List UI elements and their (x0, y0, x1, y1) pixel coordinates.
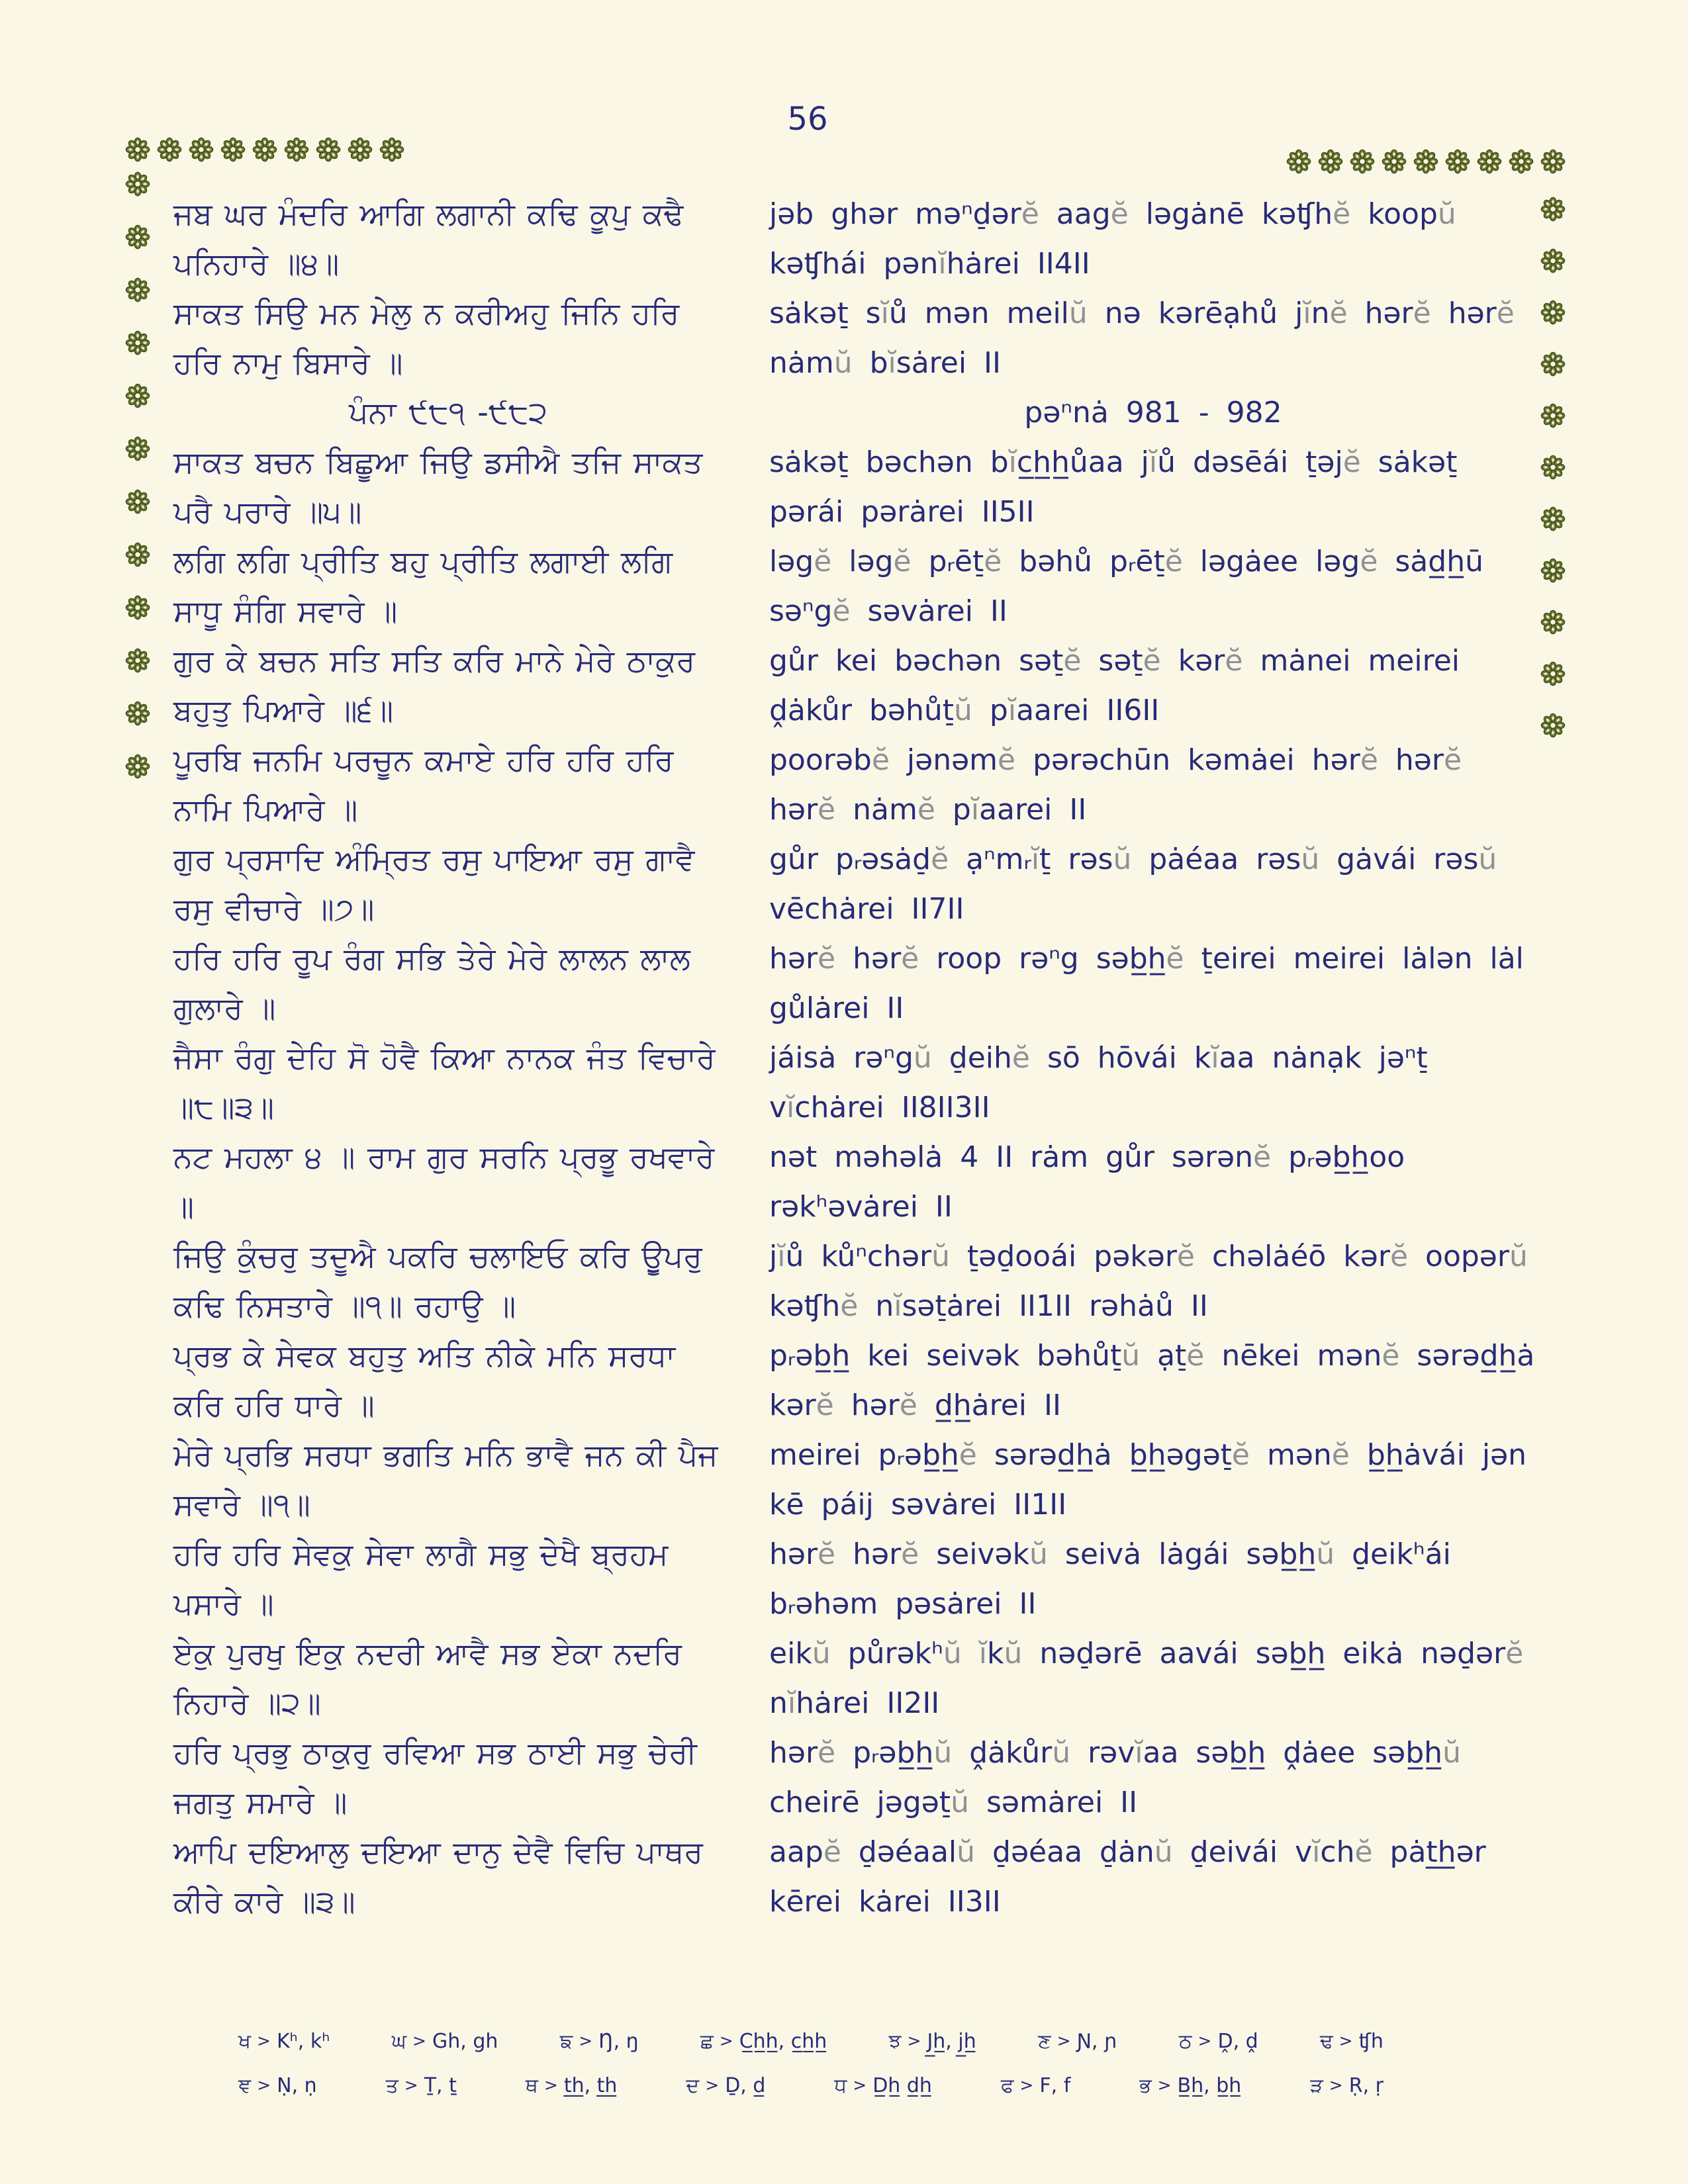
short-vowel: ŭ (1437, 197, 1456, 231)
key-gurmukhi-letter: ਝ (888, 2030, 902, 2053)
verse-row (173, 1827, 1544, 1927)
roman-transliteration: hərĕ pᵣəb̲h̲ŭ ḓȧkůrŭ rəvĭaa səb̲h̲ ḓȧee səb̲h̲ŭ cheirē jəgət̠ŭ səmȧrei II (769, 1736, 1461, 1819)
key-roman-value: F, f (1039, 2074, 1071, 2097)
short-vowel: ĕ (1166, 942, 1184, 976)
flower-icon (124, 594, 151, 621)
short-vowel: ŭ (933, 1736, 953, 1770)
short-vowel: ŭ (1154, 1835, 1173, 1869)
short-vowel: ĭ (894, 1289, 902, 1323)
flower-icon (124, 647, 151, 674)
flower-icon (124, 277, 151, 303)
roman-transliteration: pᵣəb̲h̲ kei seivək bəhůt̠ŭ ạt̠ĕ nēkei mənĕ sərəd̲h̲ȧ kərĕ hərĕ d̲h̲ȧrei II (769, 1339, 1535, 1422)
short-vowel: ĭ (938, 247, 947, 281)
short-vowel: ĭ (1031, 842, 1040, 876)
short-vowel: ŭ (812, 1637, 831, 1670)
verse-row (173, 1331, 1544, 1430)
gurmukhi-text: ਲਗਿ ਲਗਿ ਪ੍ਰੀਤਿ ਬਹੁ ਪ੍ਰੀਤਿ ਲਗਾਈ ਲਗਿ ਸਾਧੂ ਸੰਗਿ ਸਵਾਰੇ ॥ (173, 543, 673, 629)
key-gurmukhi-letter: ਞ (238, 2074, 252, 2097)
short-vowel: ĕ (823, 1835, 841, 1869)
key-gurmukhi-letter: ਭ (1139, 2074, 1152, 2097)
key-entry (238, 2064, 317, 2109)
verse-row (173, 636, 1544, 735)
short-vowel: ĕ (893, 545, 912, 578)
key-arrow: > (1056, 2031, 1071, 2050)
key-roman-value: J̲h̲, j̲h̲ (927, 2030, 976, 2053)
short-vowel: ĕ (1505, 1637, 1524, 1670)
flower-icon (1540, 557, 1566, 584)
short-vowel: ĕ (1231, 1438, 1250, 1472)
short-vowel: ĕ (1063, 644, 1082, 678)
key-arrow: > (412, 2031, 426, 2050)
roman-transliteration: ləgĕ ləgĕ pᵣēt̠ĕ bəhů pᵣēt̠ĕ ləgȧee ləgĕ sȧd̲h̲ū səⁿgĕ səvȧrei II (769, 545, 1483, 628)
short-vowel: ĕ (818, 942, 836, 976)
key-gurmukhi-letter: ਧ (834, 2074, 847, 2097)
key-entry (1001, 2064, 1070, 2109)
short-vowel: ĕ (1110, 197, 1129, 231)
flower-icon (124, 700, 151, 727)
short-vowel: ĕ (1389, 1240, 1409, 1273)
gurmukhi-text: ਜੈਸਾ ਰੰਗੁ ਦੇਹਿ ਸੋ ਹੋਵੈ ਕਿਆ ਨਾਨਕ ਜੰਤ ਵਿਚਾਰੇ ॥੮॥੩॥ (173, 1040, 716, 1125)
gurmukhi-text: ਹਰਿ ਹਰਿ ਰੂਪ ਰੰਗ ਸਭਿ ਤੇਰੇ ਮੇਰੇ ਲਾਲਨ ਲਾਲ ਗੁਲਾਰੇ ॥ (173, 940, 690, 1026)
short-vowel: ŭ (1029, 1537, 1048, 1571)
key-entry (889, 2020, 976, 2064)
key-entry (834, 2064, 932, 2109)
key-arrow: > (719, 2031, 733, 2050)
roman-transliteration: hərĕ hərĕ seivəkŭ seivȧ lȧgái səb̲h̲ŭ d̠eikʰái bᵣəhəm pəsȧrei II (769, 1537, 1451, 1621)
short-vowel: ĕ (1253, 1140, 1272, 1174)
key-gurmukhi-letter: ਠ (1178, 2030, 1192, 2053)
short-vowel: ĕ (832, 594, 851, 628)
short-vowel: ĕ (1176, 1240, 1195, 1273)
roman-transliteration: gůr kei bəchən sət̠ĕ sət̠ĕ kərĕ mȧnei meirei ḓȧkůr bəhůt̠ŭ pĭaarei II6II (769, 644, 1460, 727)
short-vowel: ĕ (1342, 445, 1361, 479)
key-arrow: > (257, 2075, 271, 2095)
short-vowel: ŭ (1509, 1240, 1528, 1273)
flower-icon (124, 488, 151, 515)
key-roman-value: Ḓ, ḓ (1217, 2030, 1258, 2053)
key-gurmukhi-letter: ਥ (525, 2074, 538, 2097)
short-vowel: ĭ (786, 1091, 795, 1124)
key-roman-value: Ṯ, ṯ (424, 2074, 457, 2097)
key-entry (1038, 2020, 1117, 2064)
key-gurmukhi-letter: ਫ (1000, 2074, 1014, 2097)
flower-icon (1381, 148, 1407, 175)
gurmukhi-text: ਪੂਰਬਿ ਜਨਮਿ ਪਰਚੂਨ ਕਮਾਏ ਹਰਿ ਹਰਿ ਹਰਿ ਨਾਮਿ ਪਿਆਰੇ ॥ (173, 742, 674, 827)
pronunciation-key-row (238, 2020, 1383, 2064)
flower-icon (1413, 148, 1439, 175)
short-vowel: ŭ (1478, 842, 1497, 876)
pronunciation-key-row (238, 2064, 1383, 2109)
gurmukhi-text: ਆਪਿ ਦਇਆਲੁ ਦਇਆ ਦਾਨੁ ਦੇਵੈ ਵਿਚਿ ਪਾਥਰ ਕੀਰੇ ਕਾਰੇ ॥੩॥ (173, 1834, 703, 1919)
flower-icon (156, 136, 183, 163)
short-vowel: ĭ (787, 1686, 796, 1720)
flower-icon (188, 136, 214, 163)
flower-icon (124, 171, 151, 197)
flower-icon (124, 435, 151, 462)
short-vowel: ĕ (814, 545, 832, 578)
roman-transliteration: sȧkət̠ sĭů mən meilŭ nə kərēạhů jĭnĕ hərĕ hərĕ nȧmŭ bĭsȧrei II (769, 296, 1515, 380)
key-arrow: > (705, 2075, 720, 2095)
key-arrow: > (579, 2031, 593, 2050)
verse-row (173, 934, 1544, 1033)
flower-icon (315, 136, 342, 163)
short-vowel: ĕ (818, 1537, 836, 1571)
roman-transliteration: poorəbĕ jənəmĕ pərəchūn kəmȧei hərĕ hərĕ hərĕ nȧmĕ pĭaarei II (769, 743, 1462, 827)
flower-icon (1540, 148, 1566, 175)
flower-icon (347, 136, 373, 163)
short-vowel: ŭ (1052, 1736, 1071, 1770)
short-vowel: ĕ (1496, 296, 1515, 330)
flower-icon (1540, 454, 1566, 480)
key-arrow: > (1329, 2075, 1343, 2095)
key-roman-value: t̲h̲, t̲h̲ (563, 2074, 618, 2097)
key-entry (560, 2020, 639, 2064)
short-vowel: ĭ (1135, 1736, 1143, 1770)
key-arrow: > (404, 2075, 418, 2095)
key-arrow: > (853, 2075, 867, 2095)
flower-icon (1349, 148, 1376, 175)
roman-transliteration: aapĕ d̠əéaalŭ d̠əéaa d̠ȧnŭ d̠eivái vĭchĕ pȧt̲h̲ər kērei kȧrei II3II (769, 1835, 1486, 1919)
key-roman-value: ʧh (1358, 2030, 1383, 2053)
key-gurmukhi-letter: ਢ (1320, 2030, 1333, 2053)
short-vowel: ŭ (1068, 296, 1088, 330)
short-vowel: ĭ (1211, 1041, 1219, 1075)
flower-icon (1540, 351, 1566, 377)
flower-icon (1540, 196, 1566, 222)
flower-icon (1286, 148, 1312, 175)
verse-row (173, 537, 1544, 636)
short-vowel: ĕ (840, 1289, 859, 1323)
short-vowel: ŭ (1113, 842, 1132, 876)
short-vowel: ĭ (888, 346, 896, 380)
short-vowel: ĭ (1149, 445, 1158, 479)
key-entry (526, 2064, 618, 2109)
flower-icon (124, 541, 151, 568)
verse-row (173, 735, 1544, 835)
scripture-table (173, 189, 1544, 1927)
short-vowel: ĕ (1329, 296, 1348, 330)
short-vowel: ĕ (1164, 545, 1183, 578)
gurmukhi-text: ਜਿਉ ਕੁੰਚਰੁ ਤਦੂਐ ਪਕਰਿ ਚਲਾਇਓ ਕਰਿ ਉੂਪਰੁ ਕਢਿ ਨਿਸਤਾਰੇ ॥੧॥ ਰਹਾਉ ॥ (173, 1238, 702, 1324)
short-vowel: ĕ (816, 1388, 834, 1422)
short-vowel: ĕ (1382, 1339, 1400, 1373)
key-roman-value: Ḏ, d̲ (725, 2074, 766, 2097)
short-vowel: ĕ (1225, 644, 1243, 678)
gurmukhi-text: ਮੇਰੇ ਪ੍ਰਭਿ ਸਰਧਾ ਭਗਤਿ ਮਨਿ ਭਾਵੈ ਜਨ ਕੀ ਪੈਜ ਸਵਾਰੇ ॥੧॥ (173, 1437, 718, 1522)
key-gurmukhi-letter: ਙ (559, 2030, 573, 2053)
flower-icon (1476, 148, 1503, 175)
key-entry (1320, 2020, 1383, 2064)
short-vowel: ŭ (1442, 1736, 1461, 1770)
key-arrow: > (1197, 2031, 1212, 2050)
short-vowel: ĭ (970, 793, 980, 827)
short-vowel: ŭ (957, 1835, 976, 1869)
page-number: 56 (787, 101, 828, 138)
roman-transliteration: gůr pᵣəsȧd̠ĕ ạⁿmᵣĭt̠ rəsŭ pȧéaa rəsŭ gȧvái rəsŭ vēchȧrei II7II (769, 842, 1497, 926)
key-arrow: > (1338, 2031, 1353, 2050)
flower-icon (1508, 148, 1534, 175)
short-vowel: ŭ (833, 346, 853, 380)
key-gurmukhi-letter: ਘ (391, 2030, 407, 2053)
flower-icon (1444, 148, 1471, 175)
verse-row (173, 1629, 1544, 1728)
key-roman-value: C̲h̲h̲, c̲h̲h̲ (739, 2030, 827, 2053)
key-entry (392, 2020, 498, 2064)
short-vowel: ĭ (1312, 1835, 1321, 1869)
verse-row (173, 1033, 1544, 1132)
verse-row (173, 437, 1544, 537)
key-roman-value: Ŋ, ŋ (598, 2030, 639, 2053)
roman-transliteration: eikŭ půrəkʰŭ ĭkŭ nəd̠ərē aavái səb̲h̲ eikȧ nəd̠ərĕ nĭhȧrei II2II (769, 1637, 1524, 1720)
key-gurmukhi-letter: ੜ (1310, 2074, 1323, 2097)
short-vowel: ĕ (1021, 197, 1039, 231)
key-roman-value: Ṇ, ṇ (277, 2074, 317, 2097)
short-vowel: ĕ (1443, 743, 1462, 777)
short-vowel: ĕ (818, 1736, 836, 1770)
short-vowel: ŭ (951, 1786, 969, 1819)
flower-icon (124, 383, 151, 409)
key-arrow: > (257, 2031, 271, 2050)
verse-row (173, 189, 1544, 289)
verse-row (173, 1232, 1544, 1331)
roman-transliteration: sȧkət̠ bəchən bĭc̲h̲h̲ůaa jĭů dəsēái t̠əjĕ sȧkət̠ pərái pərȧrei II5II (769, 445, 1458, 529)
flower-icon (1540, 299, 1566, 326)
key-entry (238, 2020, 330, 2064)
short-vowel: ĕ (1354, 1835, 1373, 1869)
key-entry (1179, 2020, 1258, 2064)
gurmukhi-text: ਗੁਰ ਪ੍ਰਸਾਦਿ ਅੰਮ੍ਰਿਤ ਰਸੁ ਪਾਇਆ ਰਸੁ ਗਾਵੈ ਰਸੁ ਵੀਚਾਰੇ ॥੭॥ (173, 841, 695, 927)
short-vowel: ĕ (1186, 1339, 1205, 1373)
short-vowel: ŭ (1316, 1537, 1335, 1571)
short-vowel: ĕ (984, 545, 1002, 578)
short-vowel: ĕ (998, 743, 1016, 777)
roman-transliteration: nət məhəlȧ 4 II rȧm gůr sərənĕ pᵣəb̲h̲oo rəkʰəvȧrei II (769, 1140, 1405, 1224)
key-roman-value: Kʰ, kʰ (276, 2030, 330, 2053)
short-vowel: ĕ (901, 942, 919, 976)
short-vowel: ĭ (777, 1240, 786, 1273)
gurmukhi-text: ਨਟ ਮਹਲਾ ੪ ॥ ਰਾਮ ਗੁਰ ਸਰਨਿ ਪ੍ਰਭੂ ਰਖਵਾਰੇ ॥ (173, 1139, 715, 1224)
verse-row (173, 835, 1544, 934)
key-arrow: > (907, 2031, 921, 2050)
key-arrow: > (1019, 2075, 1034, 2095)
short-vowel: ŭ (931, 1240, 951, 1273)
short-vowel: ĭ (1008, 445, 1017, 479)
short-vowel: ĕ (1360, 545, 1378, 578)
key-entry (700, 2020, 827, 2064)
short-vowel: ĕ (1360, 743, 1378, 777)
key-roman-value: Gh, gh (432, 2030, 498, 2053)
short-vowel: ĕ (1011, 1041, 1030, 1075)
key-roman-value: D̲h̲ d̲h̲ (872, 2074, 932, 2097)
flower-icon (124, 330, 151, 356)
flower-icon (1540, 609, 1566, 635)
gurmukhi-text: ਗੁਰ ਕੇ ਬਚਨ ਸਤਿ ਸਤਿ ਕਰਿ ਮਾਨੇ ਮੇਰੇ ਠਾਕੁਰ ਬਹੁਤੁ ਪਿਆਰੇ ॥੬॥ (173, 643, 696, 728)
short-vowel: ĕ (959, 1438, 977, 1472)
roman-transliteration: jáisȧ rəⁿgŭ d̠eihĕ sō hōvái kĭaa nȧnạk jəⁿt̠ vĭchȧrei II8II3II (769, 1041, 1428, 1124)
verse-row (173, 1132, 1544, 1232)
roman-transliteration: jĭů kůⁿchərŭ t̠əd̠ooái pəkərĕ chəlȧéō kərĕ oopərŭ kəʧhĕ nĭsət̠ȧrei II1II rəhȧů II (769, 1240, 1528, 1323)
key-entry (386, 2064, 457, 2109)
gurmukhi-text: ਜਬ ਘਰ ਮੰਦਰਿ ਆਗਿ ਲਗਾਨੀ ਕਢਿ ਕੂਪੁ ਕਢੈ ਪਨਿਹਾਰੇ ॥੪॥ (173, 196, 684, 281)
short-vowel: ĕ (1143, 644, 1161, 678)
short-vowel: ŭ (1301, 842, 1320, 876)
short-vowel: ŭ (1004, 1637, 1023, 1670)
flower-icon (124, 224, 151, 250)
verse-row (173, 1430, 1544, 1529)
verse-row (173, 1728, 1544, 1827)
flower-icon (220, 136, 246, 163)
roman-transliteration: jəb ghər məⁿd̠ərĕ aagĕ ləgȧnē kəʧhĕ koopŭ kəʧhái pənĭhȧrei II4II (769, 197, 1456, 281)
key-arrow: > (543, 2075, 558, 2095)
short-vowel: ĕ (899, 1388, 917, 1422)
flower-icon (379, 136, 405, 163)
key-gurmukhi-letter: ਣ (1038, 2030, 1051, 2053)
key-gurmukhi-letter: ਖ (238, 2030, 252, 2053)
key-entry (686, 2064, 765, 2109)
pronunciation-key (238, 2020, 1383, 2109)
gurmukhi-text: ਸਾਕਤ ਸਿਉ ਮਨ ਮੇਲੁ ਨ ਕਰੀਅਹੁ ਜਿਨਿ ਹਰਿ ਹਰਿ ਨਾਮੁ ਬਿਸਾਰੇ ॥ (173, 295, 680, 381)
short-vowel: ĕ (931, 842, 949, 876)
roman-transliteration: meirei pᵣəb̲h̲ĕ sərəd̲h̲ȧ b̲h̲əgət̠ĕ mənĕ b̲h̲ȧvái jən kē páij səvȧrei II1II (769, 1438, 1527, 1522)
flower-icon (1540, 506, 1566, 532)
key-gurmukhi-letter: ਤ (385, 2074, 399, 2097)
short-vowel: ŭ (954, 694, 972, 727)
flower-icon (1540, 248, 1566, 274)
short-vowel: ĭ (1303, 296, 1311, 330)
gurmukhi-text: ਸਾਕਤ ਬਚਨ ਬਿਛੂਆ ਜਿਉ ਡਸੀਐ ਤਜਿ ਸਾਕਤ ਪਰੈ ਪਰਾਰੇ ॥੫॥ (173, 444, 703, 529)
verse-row (173, 1529, 1544, 1629)
flower-icon (124, 136, 151, 163)
roman-transliteration: hərĕ hərĕ roop rəⁿg səb̲h̲ĕ t̠eirei meirei lȧlən lȧl gůlȧrei II (769, 942, 1524, 1025)
flower-icon (252, 136, 278, 163)
flower-icon (1540, 660, 1566, 687)
verse-row (173, 289, 1544, 388)
short-vowel: ĕ (901, 1537, 919, 1571)
short-vowel: ĕ (1413, 296, 1431, 330)
roman-transliteration: pəⁿnȧ 981 - 982 (1024, 396, 1282, 430)
key-gurmukhi-letter: ਦ (686, 2074, 700, 2097)
flower-icon (1540, 402, 1566, 429)
key-arrow: > (1157, 2075, 1172, 2095)
gurmukhi-text: ਹਰਿ ਹਰਿ ਸੇਵਕੁ ਸੇਵਾ ਲਾਗੈ ਸਭੁ ਦੇਖੈ ਬ੍ਰਹਮ ਪਸਾਰੇ ॥ (173, 1536, 669, 1621)
short-vowel: ŭ (913, 1041, 932, 1075)
short-vowel: ĭ (1008, 694, 1017, 727)
short-vowel: ĕ (1333, 197, 1351, 231)
key-roman-value: Ɲ, ɲ (1076, 2030, 1117, 2053)
short-vowel: ŭ (943, 1637, 962, 1670)
short-vowel: ĕ (818, 793, 836, 827)
flower-icon (1317, 148, 1344, 175)
gurmukhi-text: ਹਰਿ ਪ੍ਰਭੁ ਠਾਕੁਰੁ ਰਵਿਆ ਸਭ ਠਾਈ ਸਭੁ ਚੇਰੀ ਜਗਤੁ ਸਮਾਰੇ ॥ (173, 1735, 697, 1820)
short-vowel: ĭ (880, 296, 889, 330)
key-entry (1310, 2064, 1383, 2109)
short-vowel: ĕ (917, 793, 935, 827)
key-roman-value: B̲h̲, b̲h̲ (1177, 2074, 1242, 2097)
short-vowel: ĕ (1331, 1438, 1350, 1472)
short-vowel: ŭ (1121, 1339, 1141, 1373)
gurmukhi-text: ਪੰਨਾ ੯੮੧ -੯੮੨ (348, 394, 548, 430)
gurmukhi-text: ਏਕੁ ਪੁਰਖੁ ਇਕੁ ਨਦਰੀ ਆਵੈ ਸਭ ਏਕਾ ਨਦਰਿ ਨਿਹਾਰੇ ॥੨॥ (173, 1635, 682, 1721)
key-roman-value: Ṛ, ṛ (1348, 2074, 1383, 2097)
flower-icon (124, 753, 151, 780)
gurmukhi-text: ਪ੍ਰਭ ਕੇ ਸੇਵਕ ਬਹੁਤੁ ਅਤਿ ਨੀਕੇ ਮਨਿ ਸਰਧਾ ਕਰਿ ਹਰਿ ਧਾਰੇ ॥ (173, 1338, 676, 1423)
key-entry (1139, 2064, 1241, 2109)
flower-icon (1540, 712, 1566, 739)
verse-row (173, 388, 1544, 437)
flower-icon (283, 136, 310, 163)
key-gurmukhi-letter: ਛ (700, 2030, 714, 2053)
short-vowel: ĭ (978, 1637, 988, 1670)
short-vowel: ĕ (871, 743, 890, 777)
